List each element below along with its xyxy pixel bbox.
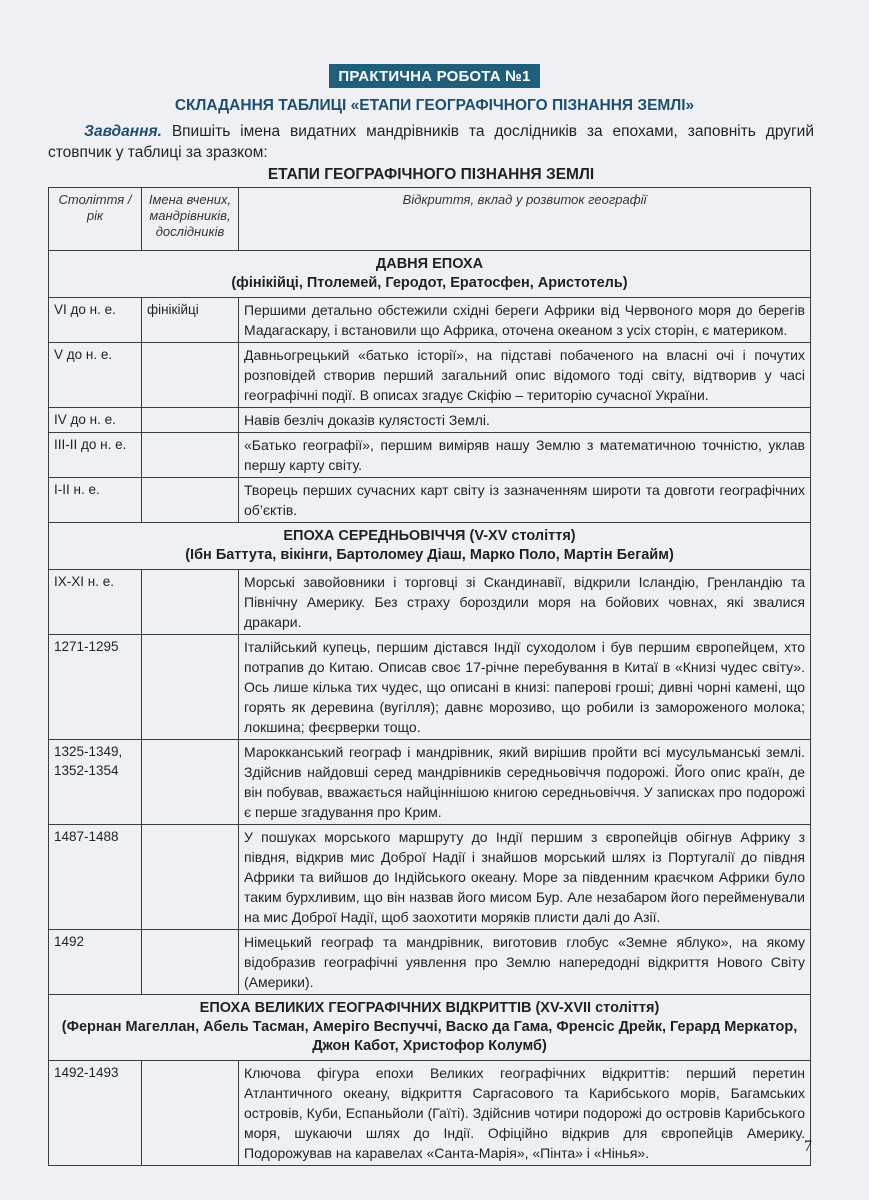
- table-header-row: [49, 188, 811, 251]
- year-cell: 1487-1488: [49, 825, 142, 930]
- table-row: [49, 433, 811, 478]
- column-header-discoveries: Відкриття, вклад у розвиток географії: [239, 188, 811, 251]
- era-names: (Ібн Баттута, вікінги, Бартоломеу Діаш, Марко Поло, Мартін Бегайм): [185, 547, 674, 563]
- table-row: [49, 298, 811, 343]
- description-cell: Марокканський географ і мандрівник, який вирішив пройти всі мусульманські землі. Здійснив найдовші серед мандрівників середньовіччя подорожі. Його опис країн, де він побував, вважається найціннішою книгою середньовіччя. У записках про подорожі є перше згадування про Крим.: [239, 740, 811, 825]
- description-cell: У пошуках морського маршруту до Індії першим з європейців обігнув Африку з півдня, відкрив мис Доброї Надії і знайшов морський шлях із Португалії до півдня Африки та вийшов до Індійського океану. Море за південним краєчком Африки було таким бурхливим, що він назвав його мисом Бур. Але незабаром його перейменували на мис Доброї Надії, щоб заохотити моряків плисти далі до Азії.: [239, 825, 811, 930]
- year-cell: 1492: [49, 930, 142, 995]
- description-cell: Ключова фігура епохи Великих географічних відкриттів: перший перетин Атлантичного океану, відкриття Саргасового та Карибського морів, Багамських островів, Куби, Еспаньйоли (Гаїті). Здійснив чотири подорожі до островів Карибського моря, шукаючи шлях до Індії. Офіційно відкрив для європейців Америку. Подорожував на каравелах «Санта-Марія», «Пінта» і «Нінья».: [239, 1061, 811, 1166]
- description-cell: Творець перших сучасних карт світу із зазначенням широти та довготи географічних об’єктів.: [239, 478, 811, 523]
- era-row-discoveries: [49, 995, 811, 1061]
- name-cell[interactable]: [142, 570, 239, 635]
- name-cell[interactable]: [142, 635, 239, 740]
- name-cell[interactable]: [142, 740, 239, 825]
- name-cell[interactable]: [142, 343, 239, 408]
- name-cell[interactable]: фінікійці: [142, 298, 239, 343]
- year-cell: I-II н. е.: [49, 478, 142, 523]
- table-row: [49, 1061, 811, 1166]
- year-cell: 1325-1349, 1352-1354: [49, 740, 142, 825]
- description-cell: «Батько географії», першим виміряв нашу Землю з математичною точністю, уклав першу карту світу.: [239, 433, 811, 478]
- table-row: [49, 343, 811, 408]
- year-cell: III-II до н. е.: [49, 433, 142, 478]
- name-cell[interactable]: [142, 930, 239, 995]
- page-number: 7: [804, 1138, 812, 1155]
- name-cell[interactable]: [142, 408, 239, 433]
- page-subtitle: СКЛАДАННЯ ТАБЛИЦІ «ЕТАПИ ГЕОГРАФІЧНОГО ПІЗНАННЯ ЗЕМЛІ»: [174, 97, 695, 114]
- year-cell: IV до н. е.: [49, 408, 142, 433]
- table-row: [49, 930, 811, 995]
- table-row: [49, 740, 811, 825]
- task-paragraph: [48, 121, 814, 163]
- year-cell: 1492-1493: [49, 1061, 142, 1166]
- description-cell: Морські завойовники і торговці зі Скандинавії, відкрили Ісландію, Гренландію та Північну Америку. Без страху бороздили моря на бойових човнах, які звалися дракари.: [239, 570, 811, 635]
- table-row: [49, 635, 811, 740]
- column-header-names: Імена вчених, мандрівників, дослідників: [142, 188, 239, 251]
- name-cell[interactable]: [142, 433, 239, 478]
- name-cell[interactable]: [142, 1061, 239, 1166]
- year-cell: VI до н. е.: [49, 298, 142, 343]
- table-row: [49, 825, 811, 930]
- era-cell: [49, 995, 811, 1061]
- table-title: ЕТАПИ ГЕОГРАФІЧНОГО ПІЗНАННЯ ЗЕМЛІ: [267, 166, 595, 183]
- name-cell[interactable]: [142, 478, 239, 523]
- year-cell: 1271-1295: [49, 635, 142, 740]
- description-cell: Давньогрецький «батько історії», на підставі побаченого на власні очі і почутих розповідей створив перший загальний опис відомого тоді світу, відтворив у часі географічні події. В описах згадує Скіфію – територію сучасної України.: [239, 343, 811, 408]
- practical-work-badge: ПРАКТИЧНА РОБОТА №1: [329, 64, 539, 88]
- era-names: (фінікійці, Птолемей, Геродот, Ератосфен, Аристотель): [231, 275, 628, 291]
- era-title: ЕПОХА ВЕЛИКИХ ГЕОГРАФІЧНИХ ВІДКРИТТІВ (XV-XVII століття): [199, 1000, 660, 1016]
- description-cell: Навів безліч доказів кулястості Землі.: [239, 408, 811, 433]
- era-title: ДАВНЯ ЕПОХА: [375, 256, 484, 272]
- description-cell: Першими детально обстежили східні береги Африки від Червоного моря до берегів Мадагаскару, і встановили що Африка, оточена океаном з усіх сторін, є материком.: [239, 298, 811, 343]
- year-cell: V до н. е.: [49, 343, 142, 408]
- table-row: [49, 570, 811, 635]
- task-text: Впишіть імена видатних мандрівників та дослідників за епохами, заповніть другий стовпчик у таблиці за зразком:: [48, 123, 814, 161]
- stages-table: [48, 187, 811, 1166]
- table-row: [49, 408, 811, 433]
- era-cell: [49, 523, 811, 570]
- description-cell: Німецький географ та мандрівник, виготовив глобус «Земне яблуко», на якому відобразив географічні уявлення про Землю напередодні відкриття Нового Світу (Америки).: [239, 930, 811, 995]
- era-names: (Фернан Магеллан, Абель Тасман, Амеріго Веспуччі, Васко да Гама, Френсіс Дрейк, Герард Меркатор, Джон Кабот, Христофор Колумб): [61, 1019, 798, 1054]
- table-row: [49, 478, 811, 523]
- column-header-century: Століття / рік: [49, 188, 142, 251]
- description-cell: Італійський купець, першим дістався Індії суходолом і був першим європейцем, хто потрапив до Китаю. Описав своє 17-річне перебування в Китаї в «Книзі чудес світу». Ось лише кілька тих чудес, що описані в книзі: паперові гроші; дивні чорні камені, що горять як деревина (вугілля); давнє морозиво, що робили із замороженого молока; локшина; феєрверки тощо.: [239, 635, 811, 740]
- badge-wrap: [0, 64, 869, 88]
- era-cell: [49, 251, 811, 298]
- era-row-ancient: [49, 251, 811, 298]
- year-cell: IX-XI н. е.: [49, 570, 142, 635]
- task-label: Завдання.: [84, 123, 162, 140]
- era-title: ЕПОХА СЕРЕДНЬОВІЧЧЯ (V-XV століття): [283, 528, 576, 544]
- name-cell[interactable]: [142, 825, 239, 930]
- era-row-medieval: [49, 523, 811, 570]
